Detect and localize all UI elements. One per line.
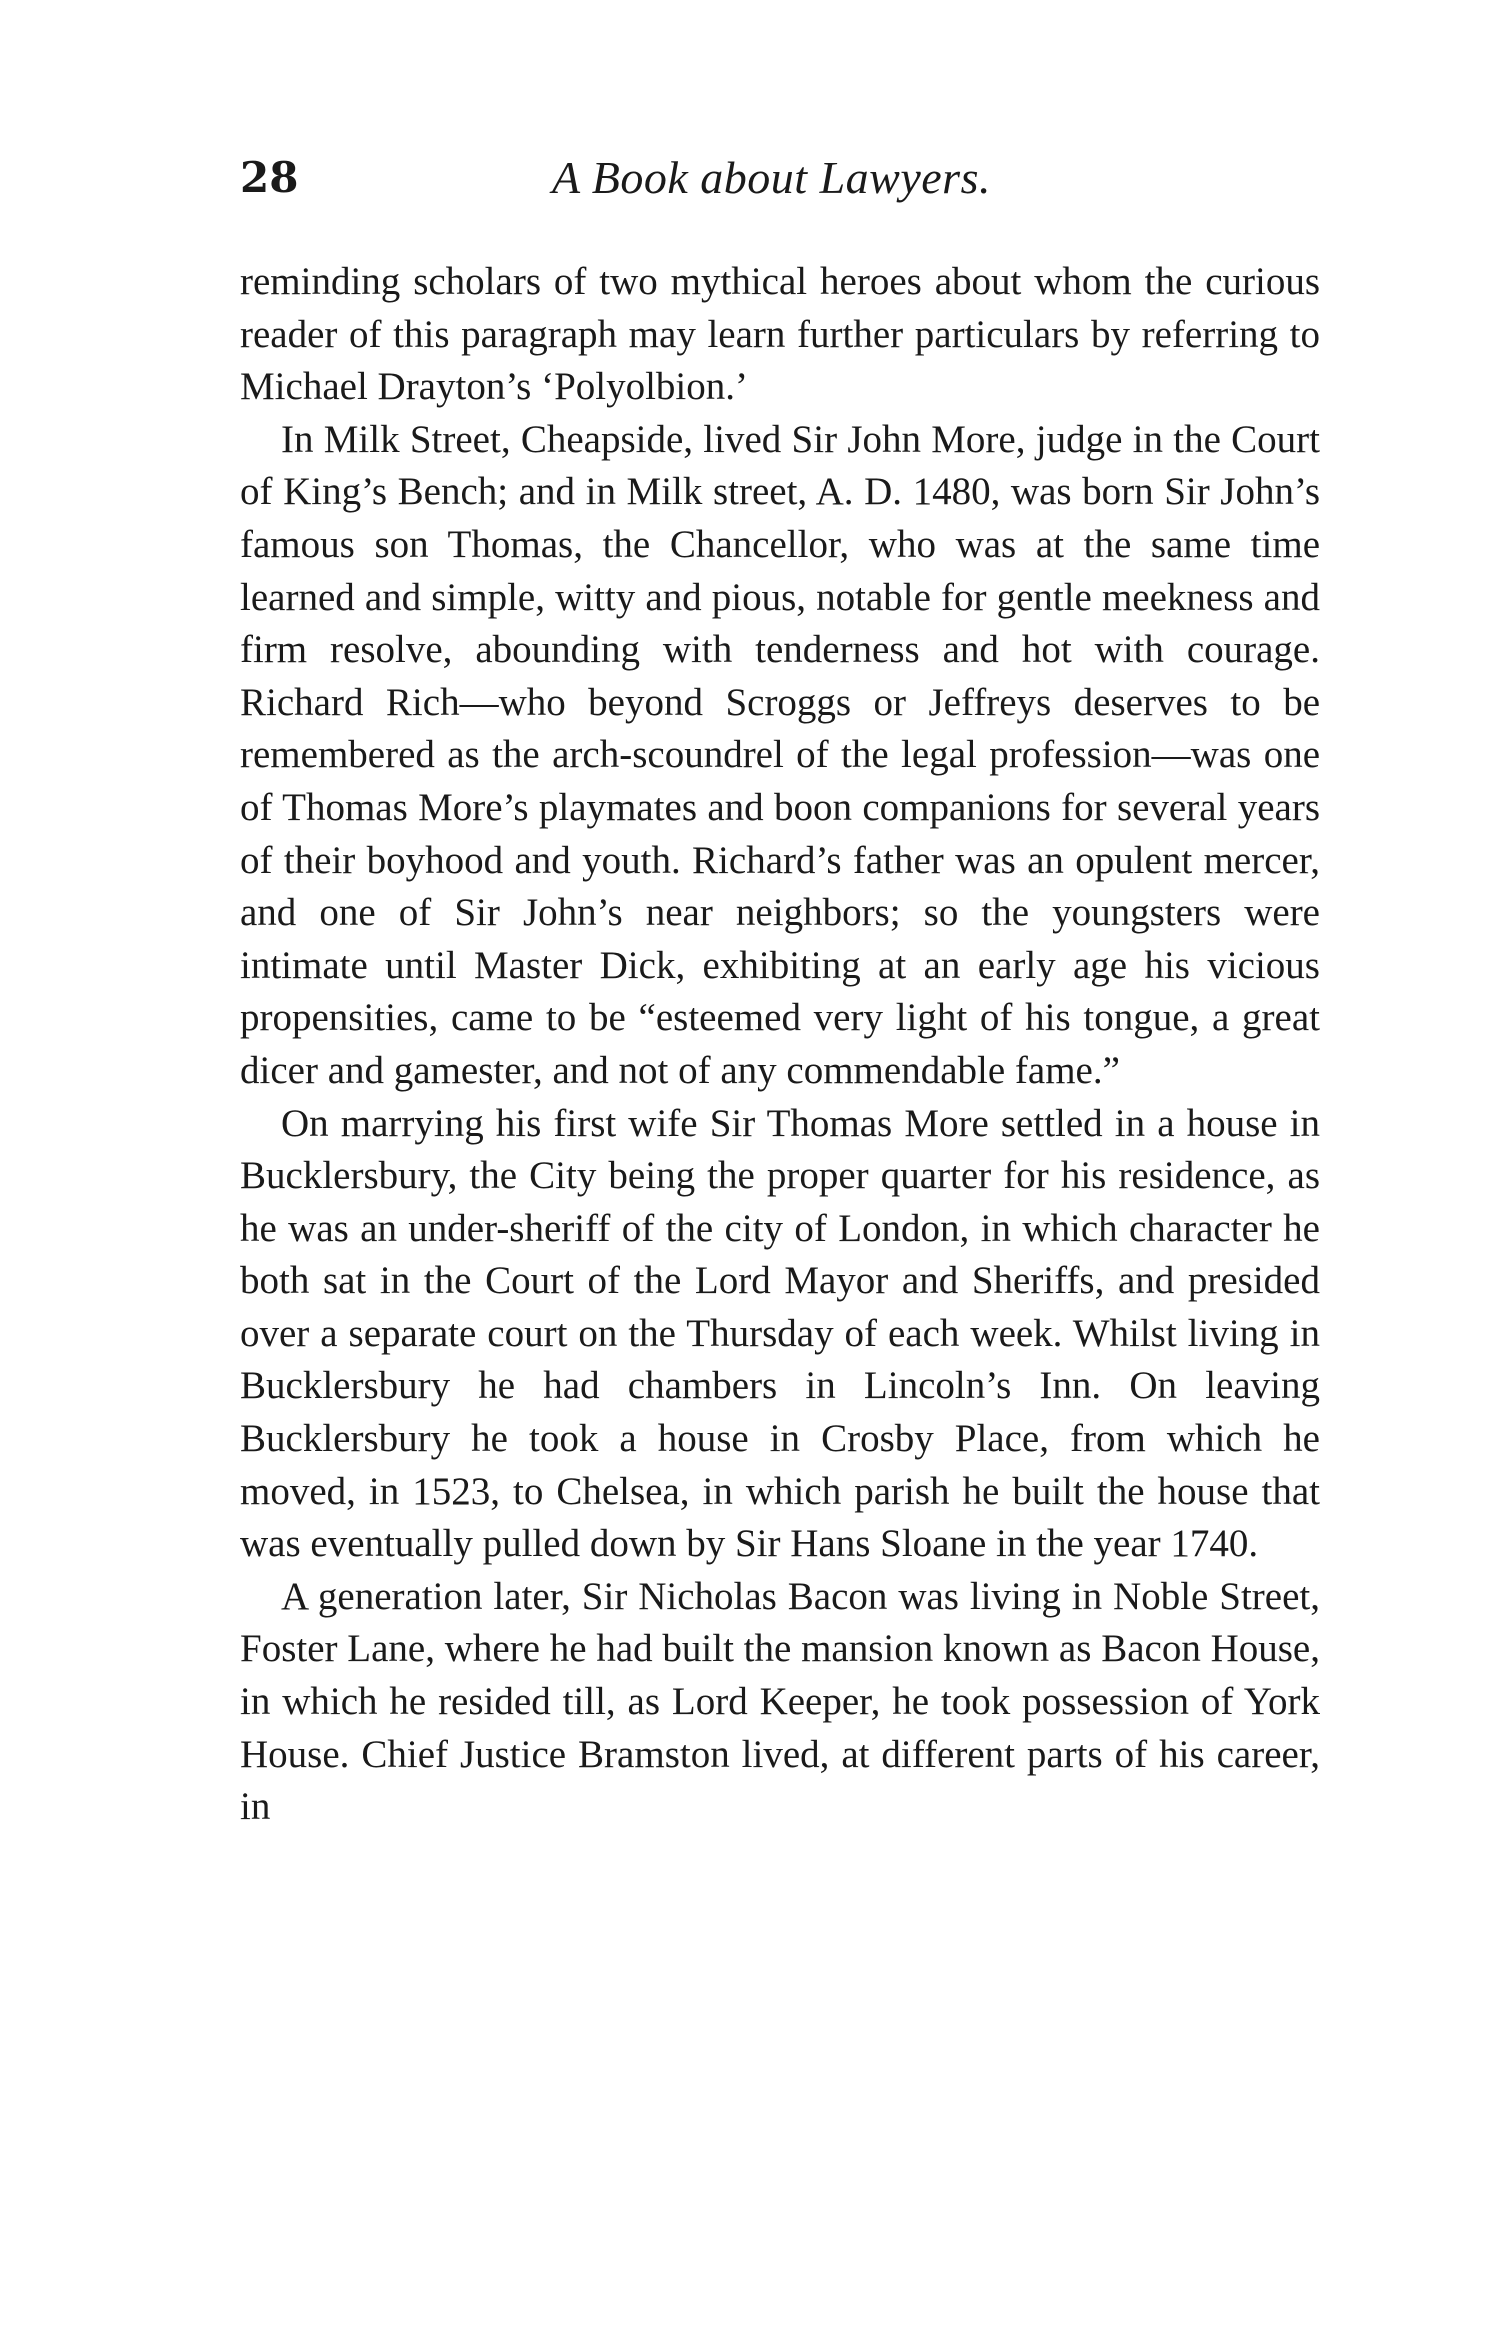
paragraph-milk-street: In Milk Street, Cheapside, lived Sir John More, judge in the Court of King’s Bench; and in Milk street, A. D. 1480, was born Sir John’s famous son Thomas, the Chancellor, who was at the same time learned and simple, witty and pious, notable for gentle meekness and firm resolve, abounding with tenderness and hot with courage. Richard Rich—who beyond Scroggs or Jeffreys deserves to be remembered as the arch-scoundrel of the legal profession—was one of Thomas More’s playmates and boon companions for several years of their boyhood and youth. Richard’s father was an opulent mercer, and one of Sir John’s near neighbors; so the youngsters were intimate until Master Dick, exhibiting at an early age his vicious propensities, came to be “esteemed very light of his tongue, a great dicer and gamester, and not of any commendable fame.” <box>240 417 1320 1092</box>
paragraph-continued: reminding scholars of two mythical heroes about whom the curious reader of this paragraph may learn further particulars by referring to Michael Drayton’s ‘Polyolbion.’ <box>240 260 1320 409</box>
page-header <box>240 150 1320 220</box>
running-title: A Book about Lawyers. <box>552 152 991 203</box>
paragraph-bacon-house: A generation later, Sir Nicholas Bacon was living in Noble Street, Foster Lane, where he had built the mansion known as Bacon House, in which he resided till, as Lord Keeper, he took possession of York House. Chief Justice Bramston lived, at different parts of his career, in <box>240 1574 1320 1829</box>
paragraph-bucklersbury: On marrying his first wife Sir Thomas More settled in a house in Bucklersbury, the City being the proper quarter for his residence, as he was an under-sheriff of the city of London, in which character he both sat in the Court of the Lord Mayor and Sheriffs, and presided over a separate court on the Thursday of each week. Whilst living in Bucklersbury he had chambers in Lincoln’s Inn. On leaving Bucklersbury he took a house in Crosby Place, from which he moved, in 1523, to Chelsea, in which parish he built the house that was eventually pulled down by Sir Hans Sloane in the year 1740. <box>240 1101 1320 1566</box>
body-text <box>240 256 1320 1834</box>
page-number: 28 <box>240 153 299 202</box>
